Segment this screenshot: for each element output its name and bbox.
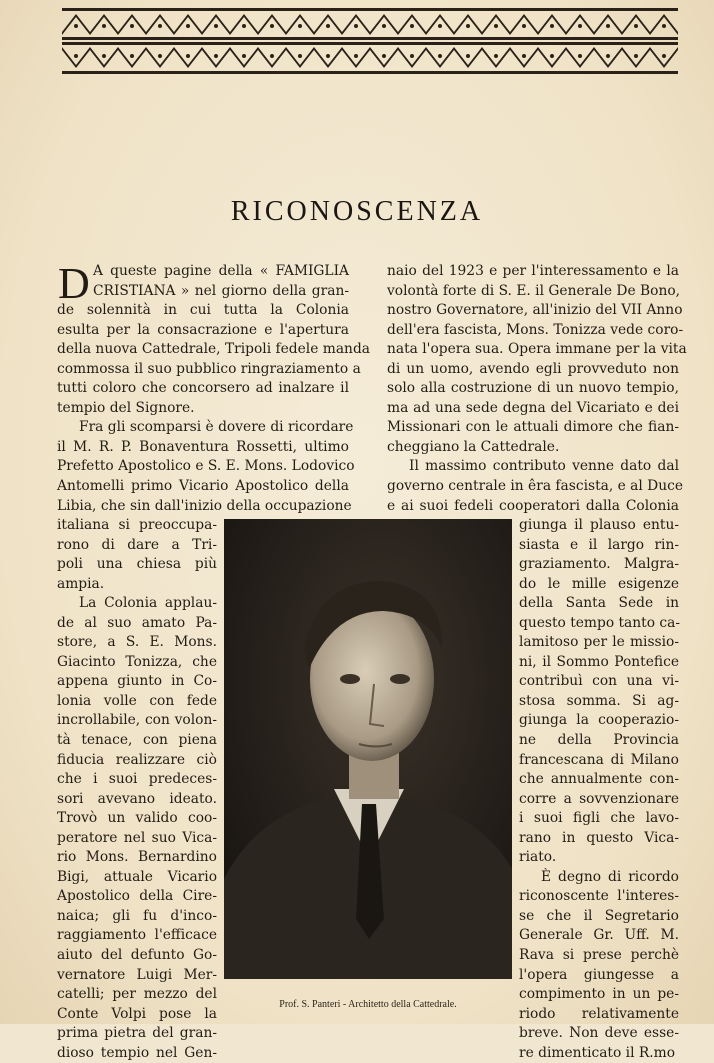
text-line: vernatore Luigi Mer- [57, 966, 217, 983]
text-line: raggiamento l'efficace [57, 927, 217, 944]
text-line: breve. Non deve esse- [519, 1025, 679, 1042]
text-line: rono di dare a Tri- [57, 536, 217, 553]
text-line: siasta e il largo rin- [519, 536, 679, 553]
text-line: rio Mons. Bernardino [57, 849, 217, 866]
text-line: il M. R. P. Bonaventura Rossetti, ultimo [57, 438, 349, 455]
text-line: poli una chiesa più [57, 556, 217, 573]
text-line: Fra gli scomparsi è dovere di ricordare [79, 419, 354, 436]
text-line: commossa il suo pubblico ringraziamento a [57, 360, 361, 377]
text-line: incrollabile, con volon- [57, 712, 217, 729]
text-line: de al suo amato Pa- [57, 614, 217, 631]
text-line: naica; gli fu d'inco- [57, 907, 217, 924]
text-line: Libia, che sin dall'inizio della occupazione [57, 497, 352, 514]
text-line: fiducia realizzare ciò [57, 751, 217, 768]
text-line: corre a sovvenzionare [519, 790, 679, 807]
text-line: Rava si prese perchè [519, 947, 679, 964]
text-line: riato. [519, 849, 557, 866]
text-line: La Colonia applau- [79, 595, 217, 612]
text-line: lonia volle con fede [57, 692, 217, 709]
text-line: Prefetto Apostolico e S. E. Mons. Lodovico [57, 458, 355, 475]
text-line: tutti coloro che concorsero ad inalzare il [57, 380, 349, 397]
text-line: appena giunto in Co- [57, 673, 217, 690]
text-line: Apostolico della Cire- [57, 888, 217, 905]
text-line: tà tenace, con piena [57, 732, 217, 749]
text-line: governo centrale in êra fascista, e al Duce [387, 478, 684, 495]
left-column-narrow-text [57, 516, 217, 1063]
text-line: giunga il plauso entu- [519, 517, 679, 533]
text-line: ni, il Sommo Pontefice [519, 653, 679, 670]
text-line: contribuì con una vi- [519, 673, 679, 690]
text-line: giunga la cooperazio- [519, 712, 679, 729]
text-line: ma ad una sede degna del Vicariato e dei [387, 399, 679, 416]
text-line: Antomelli primo Vicario Apostolico della [57, 478, 349, 495]
text-line: Missionari con le attuali dimore che fian- [387, 419, 679, 436]
text-line: francescana di Milano [519, 751, 679, 768]
drop-cap: D [58, 259, 90, 308]
text-line: store, a S. E. Mons. [57, 634, 217, 651]
text-line: CRISTIANA » nel giorno della gran- [93, 282, 349, 299]
text-line: re dimenticato il R.mo [519, 1044, 676, 1061]
text-line: e ai suoi fedeli cooperatori dalla Colonia [387, 497, 679, 514]
text-line: che annualmente con- [519, 771, 679, 788]
right-column-text [387, 262, 687, 516]
text-line: della Santa Sede in [519, 595, 679, 612]
text-line: È degno di ricordo [541, 868, 679, 885]
text-line: ampia. [57, 575, 105, 592]
text-line: tempio del Signore. [57, 399, 195, 416]
text-line: italiana si preoccupa- [57, 517, 217, 533]
text-line: catelli; per mezzo del [57, 986, 217, 1003]
text-line: questo tempo tanto ca- [519, 614, 681, 631]
text-line: volontà forte di S. E. il Generale De Bono, [387, 282, 681, 299]
text-line: Il massimo contributo venne dato dal [409, 458, 679, 475]
right-column-narrow-text [519, 516, 679, 1063]
text-line: che i suoi predeces- [57, 771, 217, 788]
text-line: prima pietra del gran- [57, 1025, 217, 1042]
text-line: nostro Governatore, all'inizio del VII Anno [387, 302, 683, 319]
text-line: della nuova Cattedrale, Tripoli fedele manda [57, 341, 370, 358]
text-line: i suoi figli che lavo- [519, 810, 679, 827]
text-line: sori avevano ideato. [57, 790, 217, 807]
text-line: aiuto del defunto Go- [57, 947, 217, 964]
photo-caption: Prof. S. Panteri - Architetto della Cattedrale. [279, 999, 457, 1010]
text-line: naio del 1923 e per l'interessamento e la [387, 263, 679, 279]
article-title: RICONOSCENZA [230, 196, 484, 227]
text-line: do le mille esigenze [519, 575, 679, 592]
text-line: dioso tempio nel Gen- [57, 1044, 217, 1061]
text-line: esulta per la consacrazione e l'apertura [57, 321, 349, 338]
text-line: Generale Gr. Uff. M. [519, 927, 679, 944]
text-line: di un uomo, avendo egli provveduto non [387, 360, 679, 377]
left-column-text [57, 259, 370, 516]
text-line: graziamento. Malgra- [519, 556, 679, 573]
text-line: Giacinto Tonizza, che [57, 653, 217, 670]
text-line: stosa somma. Si ag- [519, 692, 679, 709]
text-line: dell'era fascista, Mons. Tonizza vede coro- [387, 321, 684, 338]
text-line: A queste pagine della « FAMIGLIA [93, 263, 349, 279]
text-line: cheggiano la Cattedrale. [387, 438, 560, 455]
text-line: Conte Volpi pose la [57, 1005, 217, 1022]
text-line: Trovò un valido coo- [57, 810, 217, 827]
text-line: lamitoso per le missio- [519, 634, 679, 651]
text-line: nata l'opera sua. Opera immane per la vita [387, 341, 687, 358]
text-line: l'opera giungesse a [519, 966, 679, 983]
text-line: se che il Segretario [519, 907, 679, 924]
text-line: riodo relativamente [519, 1005, 679, 1022]
text-line: peratore nel suo Vica- [57, 829, 217, 846]
text-line: compimento in un pe- [519, 986, 679, 1003]
portrait-photo [224, 519, 512, 979]
text-line: ne della Provincia [519, 732, 679, 749]
text-line: solo alla costruzione di un nuovo tempio, [387, 380, 679, 397]
text-line: riconoscente l'interes- [519, 888, 679, 905]
decorative-border-ornament [62, 8, 678, 74]
text-line: Bigi, attuale Vicario [57, 868, 217, 885]
text-line: rano in questo Vica- [519, 829, 679, 846]
text-line: de solennità in cui tutta la Colonia [57, 302, 349, 319]
